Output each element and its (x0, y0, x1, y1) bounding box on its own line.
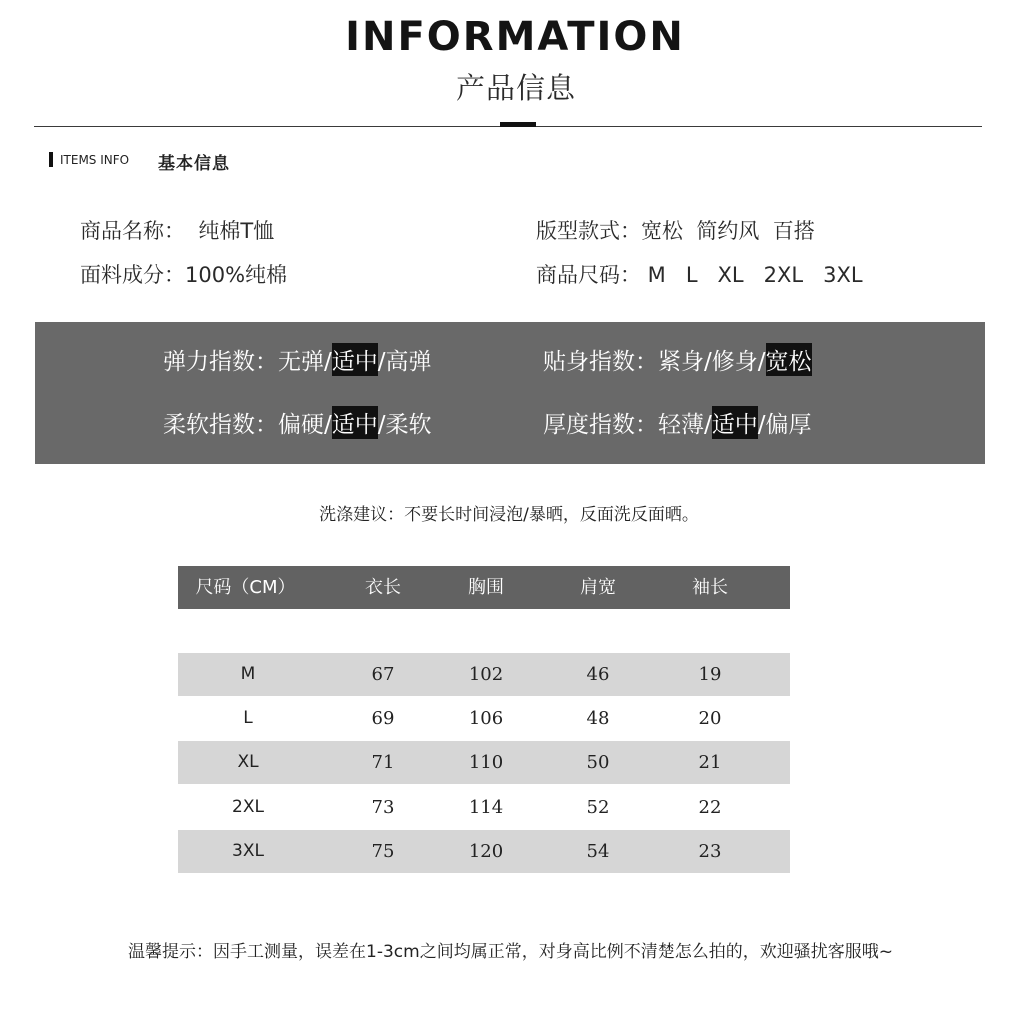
cell-chest: 120 (468, 841, 504, 862)
cell-chest: 106 (468, 708, 504, 729)
softness-index (163, 406, 432, 439)
product-sizes: 商品尺码： M L XL 2XL 3XL (536, 263, 863, 287)
cell-sleeve: 23 (698, 841, 722, 862)
cell-sleeve: 22 (698, 797, 722, 818)
table-row (178, 653, 790, 696)
index-separator: / (757, 412, 766, 438)
product-style: 版型款式：宽松 简约风 百搭 (536, 219, 815, 243)
cell-length: 71 (371, 752, 395, 773)
table-row (178, 786, 790, 829)
cell-shoulder: 48 (586, 708, 610, 729)
index-option: 柔软 (385, 412, 432, 438)
header-size: 尺码（CM） (195, 577, 296, 598)
page-subtitle: 产品信息 (455, 71, 576, 105)
section-label-cn: 基本信息 (158, 154, 230, 174)
index-separator: / (377, 412, 386, 438)
cell-length: 73 (371, 797, 395, 818)
header-sleeve: 袖长 (692, 577, 728, 598)
cell-shoulder: 46 (586, 664, 610, 685)
index-separator: / (377, 349, 386, 375)
section-label-en: ITEMS INFO (60, 153, 130, 167)
thickness-index (543, 406, 812, 439)
cell-length: 75 (371, 841, 395, 862)
index-option-selected: 适中 (712, 406, 758, 439)
size-table-header (178, 566, 790, 609)
index-separator: / (704, 349, 712, 375)
index-option-selected: 适中 (332, 406, 378, 439)
elasticity-index (163, 343, 432, 376)
page-title: INFORMATION (345, 14, 685, 60)
index-separator: / (757, 349, 766, 375)
index-option: 紧身 (658, 349, 704, 375)
cell-size: 2XL (232, 797, 264, 817)
cell-chest: 114 (468, 797, 504, 818)
index-label: 厚度指数： (543, 412, 658, 438)
index-option: 高弹 (385, 349, 432, 375)
index-option: 偏硬 (278, 412, 324, 438)
index-separator: / (324, 412, 332, 438)
cell-sleeve: 21 (698, 752, 722, 773)
cell-size: L (243, 708, 253, 728)
cell-size: XL (237, 752, 259, 772)
index-separator: / (324, 349, 332, 375)
table-row (178, 697, 790, 740)
cell-shoulder: 54 (586, 841, 610, 862)
cell-shoulder: 52 (586, 797, 610, 818)
cell-length: 67 (371, 664, 395, 685)
cell-size: M (240, 664, 256, 684)
cell-chest: 110 (468, 752, 504, 773)
index-option: 无弹 (278, 349, 324, 375)
cell-length: 69 (371, 708, 395, 729)
cell-sleeve: 19 (698, 664, 722, 685)
cell-sleeve: 20 (698, 708, 722, 729)
product-fabric: 面料成分：100%纯棉 (80, 263, 288, 287)
table-row (178, 741, 790, 784)
cell-size: 3XL (232, 841, 264, 861)
index-option: 修身 (711, 349, 758, 375)
index-separator: / (704, 412, 712, 438)
index-label: 柔软指数： (163, 412, 278, 438)
header-divider-accent (500, 122, 536, 127)
measurement-tip: 温馨提示：因手工测量，误差在1-3cm之间均属正常，对身高比例不清楚怎么拍的，欢迎骚扰客服哦~ (128, 942, 893, 962)
index-option-selected: 宽松 (766, 343, 812, 376)
index-option: 轻薄 (658, 412, 704, 438)
header-length: 衣长 (365, 577, 401, 598)
fit-index (543, 343, 812, 376)
section-marker (49, 152, 53, 167)
header-chest: 胸围 (468, 577, 504, 598)
cell-chest: 102 (468, 664, 504, 685)
index-label: 贴身指数： (543, 349, 658, 375)
table-row (178, 830, 790, 873)
wash-advice: 洗涤建议：不要长时间浸泡/暴晒，反面洗反面晒。 (319, 505, 699, 525)
product-name: 商品名称： 纯棉T恤 (80, 219, 275, 243)
index-label: 弹力指数： (163, 349, 278, 375)
cell-shoulder: 50 (586, 752, 610, 773)
header-shoulder: 肩宽 (580, 577, 616, 598)
index-option-selected: 适中 (332, 343, 378, 376)
index-option: 偏厚 (765, 412, 812, 438)
